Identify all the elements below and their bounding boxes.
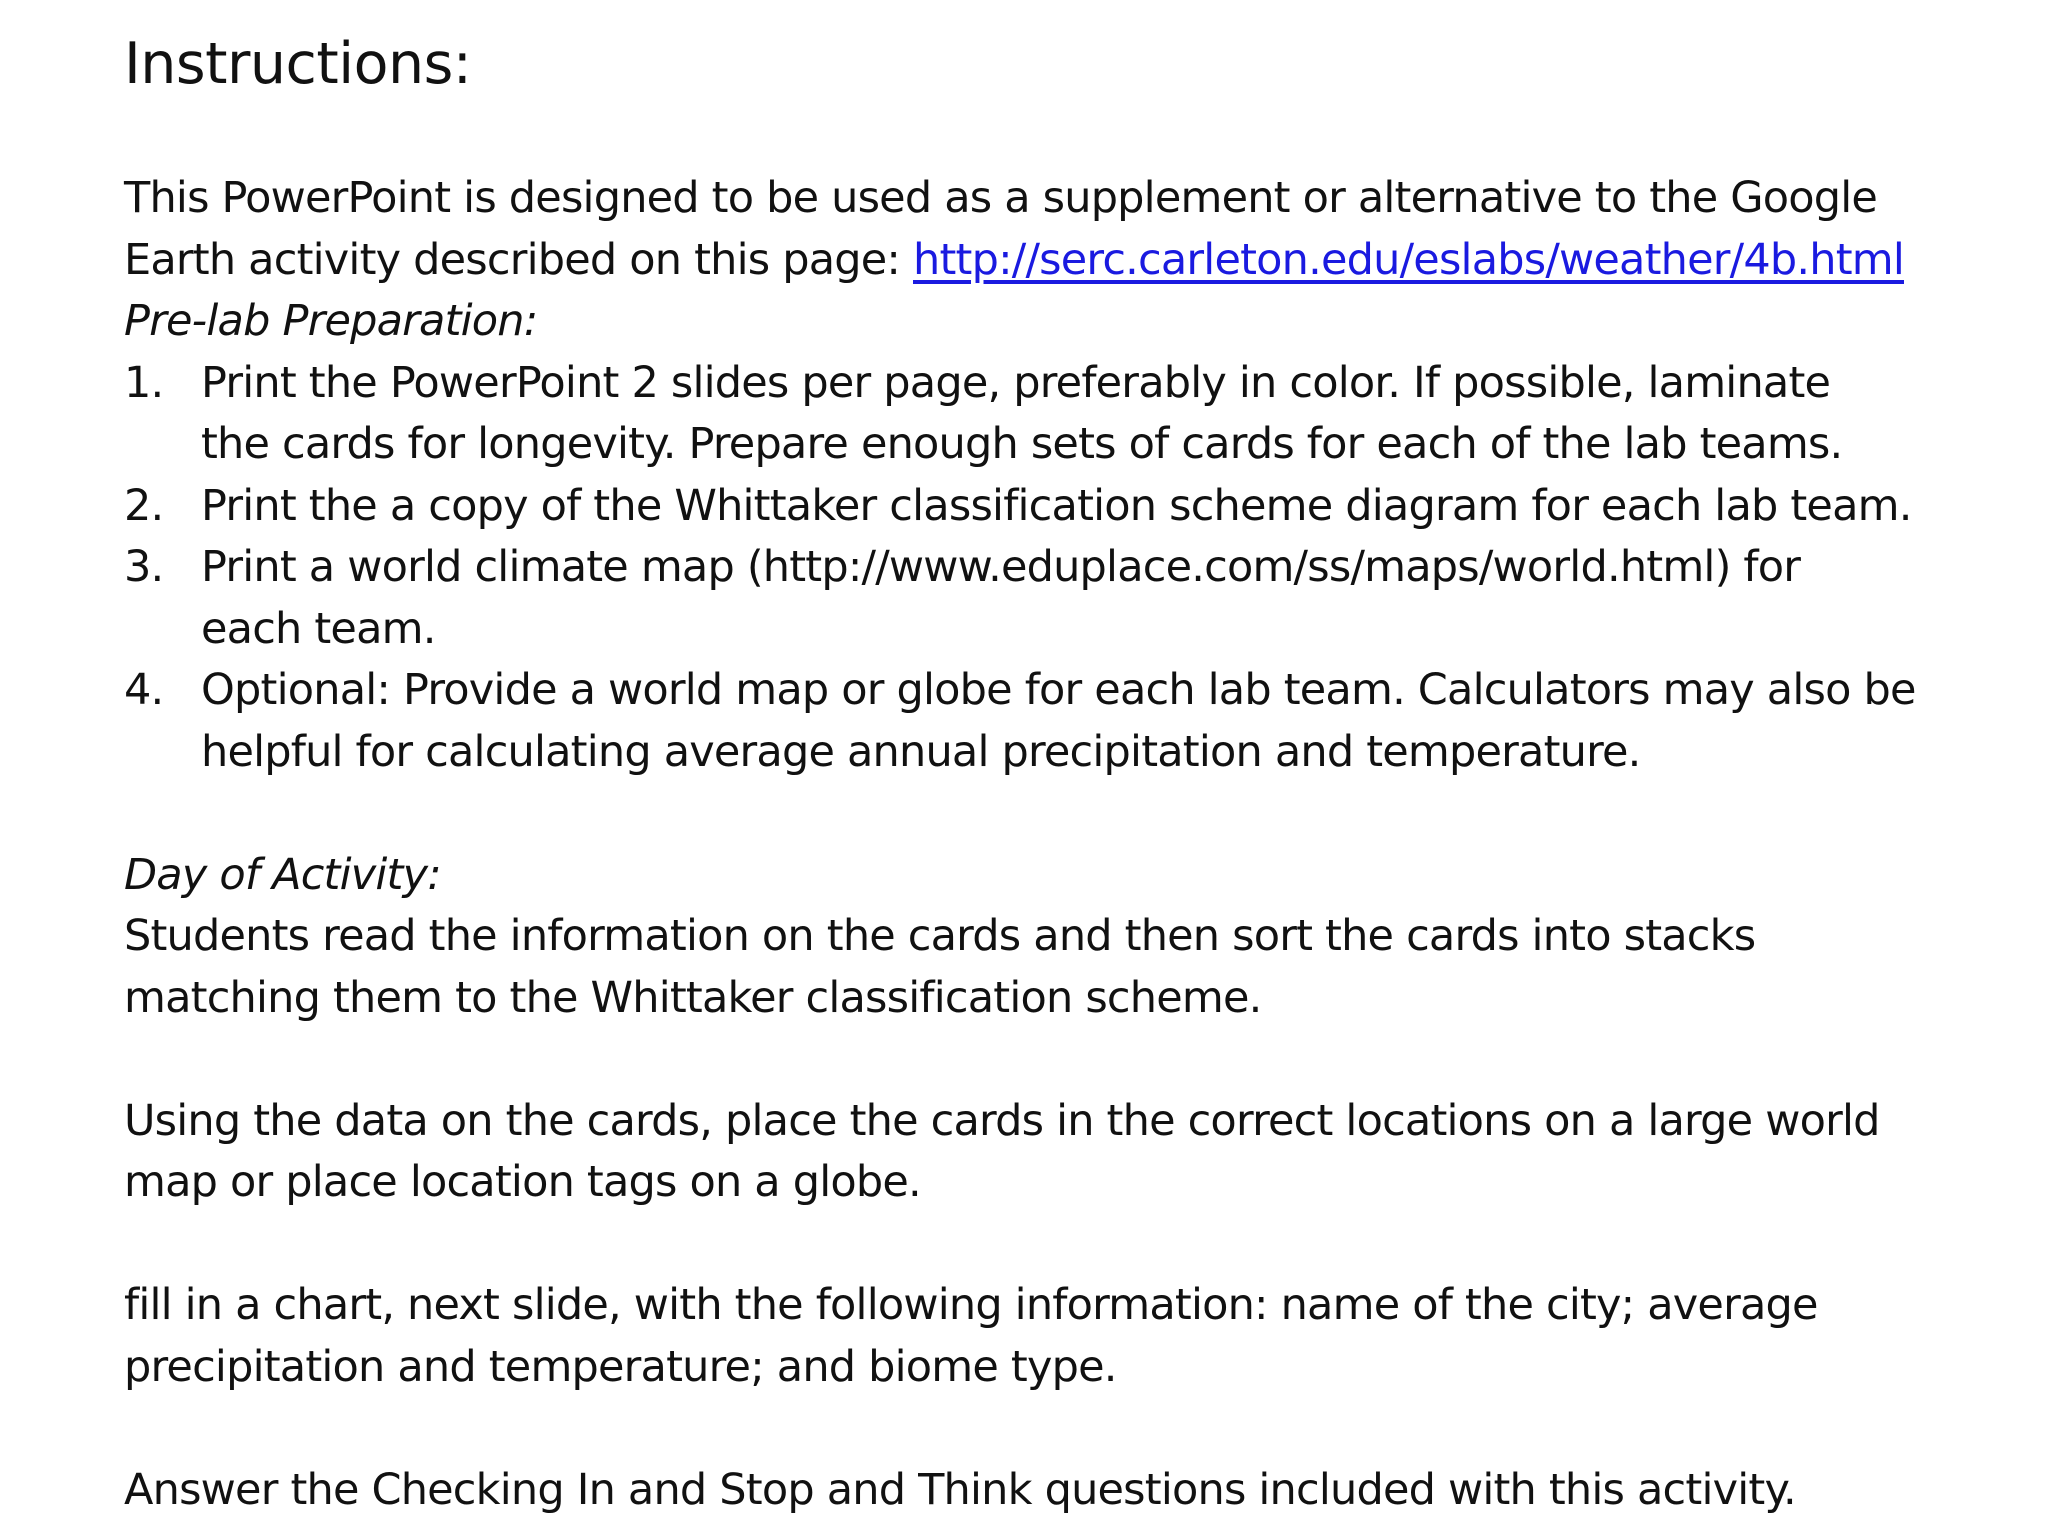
list-item-number: 1. <box>124 357 164 408</box>
paragraph-line: Using the data on the cards, place the cards in the correct locations on a large world <box>124 1095 1880 1146</box>
page-title: Instructions: <box>124 31 472 97</box>
activity-paragraph-3 <box>124 1275 2004 1398</box>
prelab-heading: Pre-lab Preparation: <box>124 296 538 346</box>
intro-line-2 <box>124 230 2004 292</box>
prelab-item-1 <box>124 353 2004 476</box>
list-item-text: Print the a copy of the Whittaker classification scheme diagram for each lab team. <box>201 480 1912 531</box>
list-item-text: Print a world climate map (http://www.eduplace.com/ss/maps/world.html) for <box>201 542 1801 592</box>
activity-paragraph-2 <box>124 1091 2004 1214</box>
paragraph-line: precipitation and temperature; and biome type. <box>124 1341 1117 1392</box>
paragraph-line: fill in a chart, next slide, with the following information: name of the city; average <box>124 1280 1818 1330</box>
prelab-item-4 <box>124 660 2004 783</box>
instructions-slide <box>124 0 2004 1536</box>
instructions-body <box>124 168 2004 1521</box>
paragraph-line: matching them to the Whittaker classification scheme. <box>124 972 1262 1023</box>
prelab-list <box>124 353 2004 784</box>
list-item-number: 2. <box>124 480 164 531</box>
prelab-item-2 <box>124 476 2004 538</box>
list-item-text: helpful for calculating average annual precipitation and temperature. <box>201 726 1641 777</box>
day-of-activity-heading: Day of Activity: <box>124 849 441 900</box>
list-item-text: Print the PowerPoint 2 slides per page, preferably in color. If possible, laminate <box>201 357 1831 408</box>
activity-paragraph-1 <box>124 906 2004 1029</box>
spacer <box>124 1214 2004 1276</box>
intro-line-2-text: Earth activity described on this page: <box>124 234 913 285</box>
paragraph-line: Students read the information on the cards and then sort the cards into stacks <box>124 911 1756 961</box>
list-item-text: Optional: Provide a world map or globe for each lab team. Calculators may also be <box>201 665 1916 715</box>
spacer <box>124 783 2004 845</box>
list-item-text: each team. <box>201 603 436 654</box>
serc-activity-link[interactable]: http://serc.carleton.edu/eslabs/weather/4b.html <box>913 234 1904 285</box>
paragraph-line: Answer the Checking In and Stop and Think questions included with this activity. <box>124 1464 1796 1515</box>
list-item-number: 3. <box>124 542 164 592</box>
intro-line-1: This PowerPoint is designed to be used as a supplement or alternative to the Google <box>124 173 1878 223</box>
spacer <box>124 1029 2004 1091</box>
spacer <box>124 1398 2004 1460</box>
list-item-text: the cards for longevity. Prepare enough sets of cards for each of the lab teams. <box>201 419 1843 469</box>
paragraph-line: map or place location tags on a globe. <box>124 1157 921 1207</box>
activity-paragraph-4 <box>124 1460 2004 1522</box>
list-item-number: 4. <box>124 665 164 715</box>
prelab-item-3 <box>124 537 2004 660</box>
